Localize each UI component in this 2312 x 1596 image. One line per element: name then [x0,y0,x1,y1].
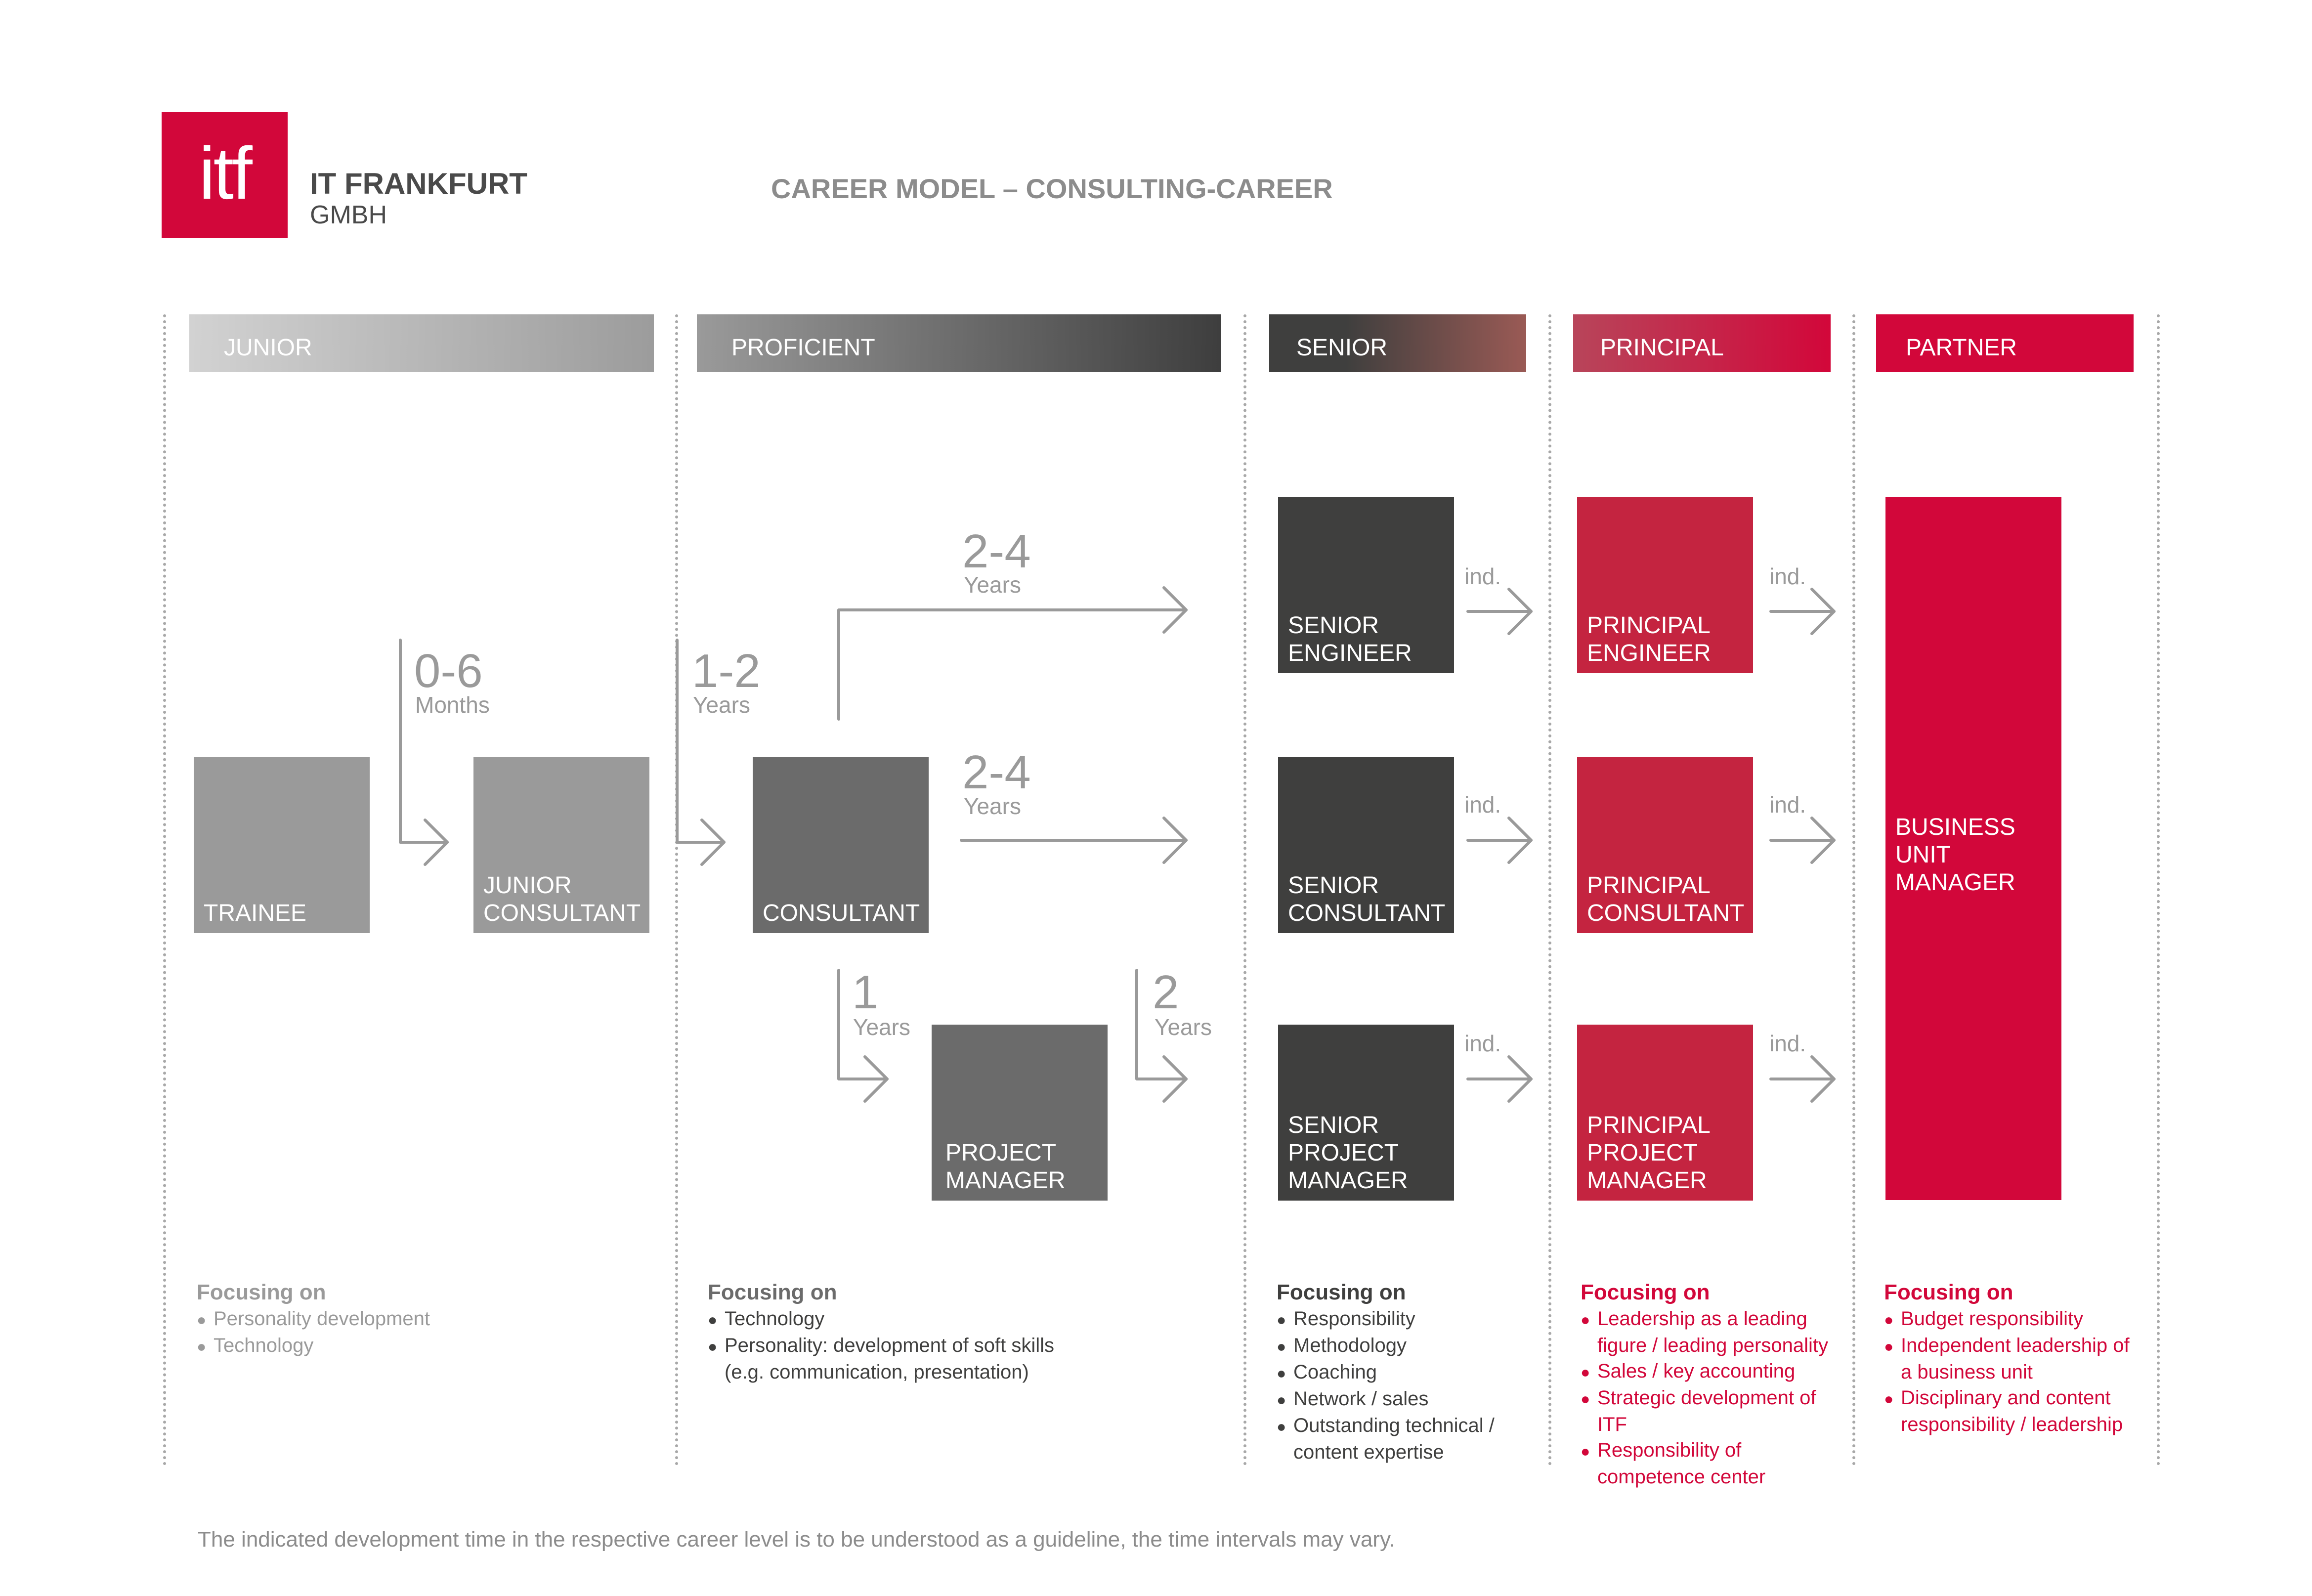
focus-item: ● Sales / key accounting [1581,1358,1847,1385]
duration-value: 2 [1153,966,1179,1019]
focus-title: Focusing on [1581,1280,1710,1304]
focus-item: ● Outstanding technical / content expertise [1277,1413,1534,1465]
duration-unit: Months [415,692,490,718]
page-title: CAREER MODEL – CONSULTING-CAREER [771,173,1333,204]
duration-unit: Years [693,692,750,718]
focus-item: ● Personality: development of soft skills (e.g. communication, presentation) [708,1333,1093,1385]
focus-list [1884,1306,2141,1437]
focus-title: Focusing on [1277,1280,1406,1304]
role-label: SENIOR PROJECT MANAGER [1288,1112,1408,1194]
focus-item: ● Strategic development of ITF [1581,1385,1847,1437]
focus-item: ● Coaching [1277,1359,1534,1386]
role-business-unit-manager [1885,497,2061,1200]
focus-item: ● Disciplinary and content responsibility / leadership [1884,1385,2141,1437]
focus-item: ● Personality development [197,1306,642,1333]
focus-item: ● Network / sales [1277,1386,1534,1413]
focus-list [197,1306,642,1359]
focus-principal [1581,1279,1847,1490]
duration-unit: Years [964,793,1021,819]
duration-value: 2-4 [962,746,1031,799]
level-label: SENIOR [1296,335,1388,361]
focus-title: Focusing on [197,1280,326,1304]
duration-unit: Years [964,572,1021,598]
role-senior-project-manager [1278,1025,1454,1201]
individual-label: ind. [1464,1031,1501,1056]
individual-label: ind. [1464,792,1501,818]
role-trainee [194,757,370,933]
role-label: JUNIOR CONSULTANT [483,872,641,926]
footnote: The indicated development time in the respective career level is to be understood as a guideline, the time intervals may vary. [198,1527,1395,1552]
focus-senior [1277,1279,1534,1465]
duration-unit: Years [1155,1014,1212,1040]
focus-item: ● Leadership as a leading figure / leading personality [1581,1306,1847,1358]
role-junior-consultant [473,757,649,933]
focus-partner [1884,1279,2141,1437]
individual-label: ind. [1769,792,1806,818]
level-label: JUNIOR [224,335,312,361]
focus-list [1277,1306,1534,1465]
level-label: PRINCIPAL [1600,335,1724,361]
focus-item: ● Budget responsibility [1884,1306,2141,1333]
role-label: PRINCIPAL PROJECT MANAGER [1587,1112,1710,1194]
duration-unit: Years [853,1014,910,1040]
level-label: PROFICIENT [731,335,875,361]
focus-list [1581,1306,1847,1490]
role-label: PRINCIPAL ENGINEER [1587,612,1711,666]
focus-item: ● Independent leadership of a business unit [1884,1333,2141,1385]
role-consultant [753,757,929,933]
focus-item: ● Responsibility [1277,1306,1534,1333]
focus-item: ● Methodology [1277,1333,1534,1359]
focus-item: ● Responsibility of competence center [1581,1437,1847,1490]
focus-item: ● Technology [197,1333,642,1359]
role-label: PRINCIPAL CONSULTANT [1587,872,1745,926]
role-label: PROJECT MANAGER [945,1140,1066,1194]
role-principal-consultant [1577,757,1753,933]
individual-label: ind. [1464,563,1501,589]
duration-value: 0-6 [414,645,483,697]
individual-label: ind. [1769,563,1806,589]
logo-text: itf [199,131,251,215]
focus-list [708,1306,1093,1385]
role-principal-engineer [1577,497,1753,673]
role-label: BUSINESS UNIT MANAGER [1895,814,2015,896]
focus-junior [197,1279,642,1359]
role-label: TRAINEE [204,900,307,926]
focus-title: Focusing on [708,1280,837,1304]
duration-value: 1-2 [692,645,761,697]
level-label: PARTNER [1906,335,2017,361]
arrow-consultant-engineer [839,610,1186,719]
focus-item: ● Technology [708,1306,1093,1333]
duration-value: 1 [852,966,879,1019]
role-label: SENIOR CONSULTANT [1288,872,1446,926]
individual-label: ind. [1769,1031,1806,1056]
duration-value: 2-4 [962,525,1031,578]
company-sub: GMBH [310,201,387,229]
focus-title: Focusing on [1884,1280,2013,1304]
role-label: CONSULTANT [763,900,920,926]
role-principal-project-manager [1577,1025,1753,1201]
company-name: IT FRANKFURT [310,167,527,200]
role-senior-consultant [1278,757,1454,933]
role-label: SENIOR ENGINEER [1288,612,1412,666]
role-project-manager [932,1025,1108,1201]
role-senior-engineer [1278,497,1454,673]
focus-proficient [708,1279,1093,1385]
